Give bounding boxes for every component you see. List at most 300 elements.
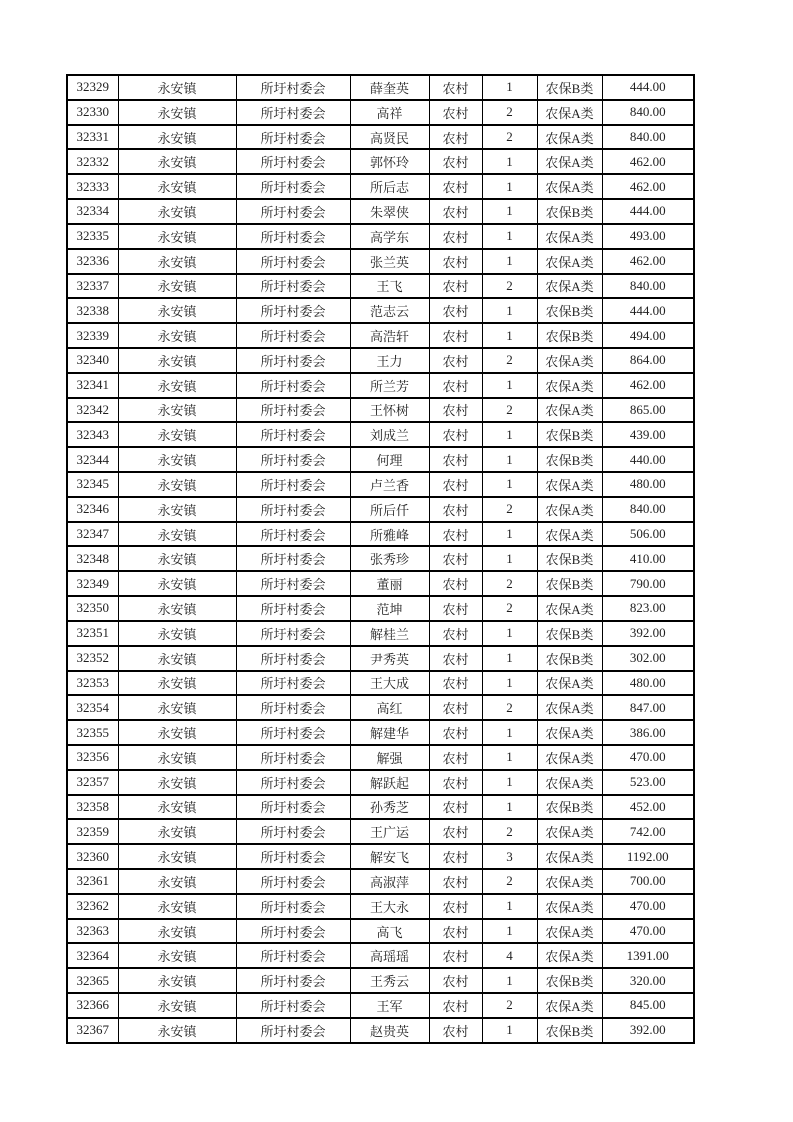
village-committee-cell: 所圩村委会: [236, 348, 350, 373]
person-name-cell: 王大成: [350, 671, 429, 696]
table-row: [67, 869, 694, 894]
table-row: [67, 125, 694, 150]
table-row: [67, 745, 694, 770]
person-count-cell: 2: [482, 819, 537, 844]
person-count-cell: 1: [482, 894, 537, 919]
household-category-cell: 农村: [429, 919, 482, 944]
household-category-cell: 农村: [429, 298, 482, 323]
insurance-type-cell: 农保A类: [537, 819, 602, 844]
village-committee-cell: 所圩村委会: [236, 571, 350, 596]
person-count-cell: 1: [482, 919, 537, 944]
town-cell: 永安镇: [118, 249, 236, 274]
serial-number-cell: 32344: [67, 447, 118, 472]
town-cell: 永安镇: [118, 720, 236, 745]
serial-number-cell: 32332: [67, 149, 118, 174]
household-category-cell: 农村: [429, 770, 482, 795]
table-row: [67, 174, 694, 199]
insurance-type-cell: 农保A类: [537, 522, 602, 547]
table-row: [67, 919, 694, 944]
insurance-type-cell: 农保A类: [537, 348, 602, 373]
town-cell: 永安镇: [118, 795, 236, 820]
serial-number-cell: 32347: [67, 522, 118, 547]
person-name-cell: 薛奎英: [350, 75, 429, 100]
insurance-type-cell: 农保B类: [537, 646, 602, 671]
town-cell: 永安镇: [118, 770, 236, 795]
insurance-type-cell: 农保B类: [537, 323, 602, 348]
table-row: [67, 671, 694, 696]
town-cell: 永安镇: [118, 100, 236, 125]
person-name-cell: 高贤民: [350, 125, 429, 150]
town-cell: 永安镇: [118, 943, 236, 968]
table-row: [67, 472, 694, 497]
person-name-cell: 尹秀英: [350, 646, 429, 671]
village-committee-cell: 所圩村委会: [236, 745, 350, 770]
table-row: [67, 819, 694, 844]
insurance-type-cell: 农保B类: [537, 795, 602, 820]
town-cell: 永安镇: [118, 497, 236, 522]
village-committee-cell: 所圩村委会: [236, 199, 350, 224]
amount-cell: 320.00: [602, 968, 694, 993]
town-cell: 永安镇: [118, 1018, 236, 1043]
town-cell: 永安镇: [118, 149, 236, 174]
town-cell: 永安镇: [118, 125, 236, 150]
person-name-cell: 张兰英: [350, 249, 429, 274]
person-count-cell: 2: [482, 274, 537, 299]
insurance-type-cell: 农保A类: [537, 943, 602, 968]
person-count-cell: 1: [482, 1018, 537, 1043]
amount-cell: 444.00: [602, 199, 694, 224]
person-count-cell: 2: [482, 497, 537, 522]
household-category-cell: 农村: [429, 795, 482, 820]
person-name-cell: 王军: [350, 993, 429, 1018]
town-cell: 永安镇: [118, 199, 236, 224]
village-committee-cell: 所圩村委会: [236, 224, 350, 249]
table-row: [67, 249, 694, 274]
household-category-cell: 农村: [429, 224, 482, 249]
amount-cell: 392.00: [602, 621, 694, 646]
town-cell: 永安镇: [118, 571, 236, 596]
town-cell: 永安镇: [118, 646, 236, 671]
insurance-type-cell: 农保B类: [537, 75, 602, 100]
household-category-cell: 农村: [429, 993, 482, 1018]
table-row: [67, 596, 694, 621]
amount-cell: 392.00: [602, 1018, 694, 1043]
village-committee-cell: 所圩村委会: [236, 323, 350, 348]
person-count-cell: 2: [482, 571, 537, 596]
amount-cell: 480.00: [602, 671, 694, 696]
table-row: [67, 646, 694, 671]
table-row: [67, 323, 694, 348]
table-row: [67, 795, 694, 820]
village-committee-cell: 所圩村委会: [236, 398, 350, 423]
town-cell: 永安镇: [118, 993, 236, 1018]
town-cell: 永安镇: [118, 968, 236, 993]
serial-number-cell: 32359: [67, 819, 118, 844]
town-cell: 永安镇: [118, 919, 236, 944]
person-name-cell: 王广运: [350, 819, 429, 844]
town-cell: 永安镇: [118, 174, 236, 199]
serial-number-cell: 32363: [67, 919, 118, 944]
person-count-cell: 2: [482, 348, 537, 373]
person-count-cell: 1: [482, 75, 537, 100]
town-cell: 永安镇: [118, 398, 236, 423]
household-category-cell: 农村: [429, 447, 482, 472]
town-cell: 永安镇: [118, 596, 236, 621]
serial-number-cell: 32352: [67, 646, 118, 671]
household-category-cell: 农村: [429, 695, 482, 720]
household-category-cell: 农村: [429, 671, 482, 696]
amount-cell: 470.00: [602, 745, 694, 770]
village-committee-cell: 所圩村委会: [236, 968, 350, 993]
table-row: [67, 149, 694, 174]
village-committee-cell: 所圩村委会: [236, 671, 350, 696]
town-cell: 永安镇: [118, 819, 236, 844]
amount-cell: 462.00: [602, 373, 694, 398]
household-category-cell: 农村: [429, 943, 482, 968]
insurance-type-cell: 农保A类: [537, 274, 602, 299]
person-count-cell: 2: [482, 695, 537, 720]
person-count-cell: 1: [482, 621, 537, 646]
amount-cell: 840.00: [602, 274, 694, 299]
household-category-cell: 农村: [429, 149, 482, 174]
serial-number-cell: 32367: [67, 1018, 118, 1043]
insurance-type-cell: 农保A类: [537, 993, 602, 1018]
table-row: [67, 100, 694, 125]
serial-number-cell: 32341: [67, 373, 118, 398]
town-cell: 永安镇: [118, 224, 236, 249]
insurance-type-cell: 农保A类: [537, 149, 602, 174]
village-committee-cell: 所圩村委会: [236, 943, 350, 968]
village-committee-cell: 所圩村委会: [236, 447, 350, 472]
amount-cell: 302.00: [602, 646, 694, 671]
town-cell: 永安镇: [118, 844, 236, 869]
town-cell: 永安镇: [118, 621, 236, 646]
insurance-type-cell: 农保A类: [537, 770, 602, 795]
amount-cell: 386.00: [602, 720, 694, 745]
household-category-cell: 农村: [429, 422, 482, 447]
amount-cell: 462.00: [602, 174, 694, 199]
person-count-cell: 2: [482, 100, 537, 125]
person-count-cell: 1: [482, 224, 537, 249]
household-category-cell: 农村: [429, 844, 482, 869]
village-committee-cell: 所圩村委会: [236, 646, 350, 671]
town-cell: 永安镇: [118, 422, 236, 447]
person-name-cell: 高飞: [350, 919, 429, 944]
village-committee-cell: 所圩村委会: [236, 373, 350, 398]
person-name-cell: 所后志: [350, 174, 429, 199]
table-row: [67, 274, 694, 299]
household-category-cell: 农村: [429, 348, 482, 373]
serial-number-cell: 32358: [67, 795, 118, 820]
household-category-cell: 农村: [429, 720, 482, 745]
amount-cell: 470.00: [602, 894, 694, 919]
serial-number-cell: 32331: [67, 125, 118, 150]
serial-number-cell: 32360: [67, 844, 118, 869]
person-name-cell: 高祥: [350, 100, 429, 125]
person-name-cell: 刘成兰: [350, 422, 429, 447]
insurance-type-cell: 农保A类: [537, 125, 602, 150]
insurance-type-cell: 农保A类: [537, 373, 602, 398]
village-committee-cell: 所圩村委会: [236, 795, 350, 820]
table-row: [67, 298, 694, 323]
table-row: [67, 993, 694, 1018]
insurance-payment-table: [66, 74, 695, 1044]
amount-cell: 506.00: [602, 522, 694, 547]
amount-cell: 1391.00: [602, 943, 694, 968]
table-row: [67, 422, 694, 447]
village-committee-cell: 所圩村委会: [236, 422, 350, 447]
person-count-cell: 3: [482, 844, 537, 869]
table-row: [67, 1018, 694, 1043]
insurance-type-cell: 农保A类: [537, 844, 602, 869]
person-name-cell: 董丽: [350, 571, 429, 596]
town-cell: 永安镇: [118, 869, 236, 894]
village-committee-cell: 所圩村委会: [236, 472, 350, 497]
household-category-cell: 农村: [429, 1018, 482, 1043]
person-name-cell: 解安飞: [350, 844, 429, 869]
serial-number-cell: 32345: [67, 472, 118, 497]
amount-cell: 494.00: [602, 323, 694, 348]
town-cell: 永安镇: [118, 298, 236, 323]
person-name-cell: 所雅峰: [350, 522, 429, 547]
town-cell: 永安镇: [118, 75, 236, 100]
person-name-cell: 郭怀玲: [350, 149, 429, 174]
serial-number-cell: 32356: [67, 745, 118, 770]
amount-cell: 865.00: [602, 398, 694, 423]
amount-cell: 790.00: [602, 571, 694, 596]
person-name-cell: 所兰芳: [350, 373, 429, 398]
serial-number-cell: 32330: [67, 100, 118, 125]
serial-number-cell: 32338: [67, 298, 118, 323]
town-cell: 永安镇: [118, 447, 236, 472]
insurance-type-cell: 农保B类: [537, 1018, 602, 1043]
person-count-cell: 1: [482, 149, 537, 174]
person-name-cell: 范坤: [350, 596, 429, 621]
village-committee-cell: 所圩村委会: [236, 546, 350, 571]
insurance-type-cell: 农保A类: [537, 671, 602, 696]
table-row: [67, 571, 694, 596]
table-row: [67, 224, 694, 249]
village-committee-cell: 所圩村委会: [236, 919, 350, 944]
insurance-type-cell: 农保A类: [537, 100, 602, 125]
amount-cell: 439.00: [602, 422, 694, 447]
person-count-cell: 1: [482, 795, 537, 820]
person-name-cell: 王大永: [350, 894, 429, 919]
town-cell: 永安镇: [118, 472, 236, 497]
amount-cell: 444.00: [602, 75, 694, 100]
amount-cell: 840.00: [602, 125, 694, 150]
household-category-cell: 农村: [429, 571, 482, 596]
amount-cell: 742.00: [602, 819, 694, 844]
amount-cell: 1192.00: [602, 844, 694, 869]
amount-cell: 847.00: [602, 695, 694, 720]
table-row: [67, 522, 694, 547]
serial-number-cell: 32364: [67, 943, 118, 968]
household-category-cell: 农村: [429, 968, 482, 993]
household-category-cell: 农村: [429, 869, 482, 894]
table-row: [67, 348, 694, 373]
person-count-cell: 1: [482, 323, 537, 348]
village-committee-cell: 所圩村委会: [236, 522, 350, 547]
village-committee-cell: 所圩村委会: [236, 596, 350, 621]
table-row: [67, 943, 694, 968]
insurance-type-cell: 农保B类: [537, 199, 602, 224]
person-count-cell: 2: [482, 993, 537, 1018]
village-committee-cell: 所圩村委会: [236, 174, 350, 199]
village-committee-cell: 所圩村委会: [236, 819, 350, 844]
person-count-cell: 1: [482, 720, 537, 745]
village-committee-cell: 所圩村委会: [236, 844, 350, 869]
person-count-cell: 1: [482, 671, 537, 696]
village-committee-cell: 所圩村委会: [236, 125, 350, 150]
person-count-cell: 1: [482, 422, 537, 447]
household-category-cell: 农村: [429, 745, 482, 770]
insurance-type-cell: 农保B类: [537, 298, 602, 323]
person-name-cell: 王秀云: [350, 968, 429, 993]
town-cell: 永安镇: [118, 546, 236, 571]
serial-number-cell: 32349: [67, 571, 118, 596]
serial-number-cell: 32354: [67, 695, 118, 720]
person-name-cell: 解强: [350, 745, 429, 770]
serial-number-cell: 32357: [67, 770, 118, 795]
insurance-type-cell: 农保A类: [537, 497, 602, 522]
person-name-cell: 高浩轩: [350, 323, 429, 348]
person-name-cell: 解桂兰: [350, 621, 429, 646]
village-committee-cell: 所圩村委会: [236, 1018, 350, 1043]
serial-number-cell: 32342: [67, 398, 118, 423]
serial-number-cell: 32366: [67, 993, 118, 1018]
household-category-cell: 农村: [429, 398, 482, 423]
insurance-type-cell: 农保A类: [537, 695, 602, 720]
serial-number-cell: 32343: [67, 422, 118, 447]
household-category-cell: 农村: [429, 274, 482, 299]
table-row: [67, 720, 694, 745]
town-cell: 永安镇: [118, 274, 236, 299]
table-row: [67, 546, 694, 571]
amount-cell: 452.00: [602, 795, 694, 820]
insurance-type-cell: 农保B类: [537, 546, 602, 571]
serial-number-cell: 32350: [67, 596, 118, 621]
amount-cell: 700.00: [602, 869, 694, 894]
person-name-cell: 张秀珍: [350, 546, 429, 571]
insurance-type-cell: 农保A类: [537, 869, 602, 894]
household-category-cell: 农村: [429, 323, 482, 348]
serial-number-cell: 32340: [67, 348, 118, 373]
household-category-cell: 农村: [429, 621, 482, 646]
village-committee-cell: 所圩村委会: [236, 770, 350, 795]
village-committee-cell: 所圩村委会: [236, 621, 350, 646]
village-committee-cell: 所圩村委会: [236, 497, 350, 522]
table-row: [67, 447, 694, 472]
person-name-cell: 范志云: [350, 298, 429, 323]
household-category-cell: 农村: [429, 125, 482, 150]
table-row: [67, 844, 694, 869]
table-row: [67, 770, 694, 795]
village-committee-cell: 所圩村委会: [236, 249, 350, 274]
serial-number-cell: 32361: [67, 869, 118, 894]
table-row: [67, 894, 694, 919]
household-category-cell: 农村: [429, 646, 482, 671]
serial-number-cell: 32365: [67, 968, 118, 993]
amount-cell: 845.00: [602, 993, 694, 1018]
amount-cell: 444.00: [602, 298, 694, 323]
serial-number-cell: 32339: [67, 323, 118, 348]
person-count-cell: 1: [482, 249, 537, 274]
insurance-type-cell: 农保A类: [537, 919, 602, 944]
table-row: [67, 398, 694, 423]
insurance-type-cell: 农保A类: [537, 398, 602, 423]
serial-number-cell: 32336: [67, 249, 118, 274]
person-name-cell: 所后仟: [350, 497, 429, 522]
person-count-cell: 1: [482, 522, 537, 547]
amount-cell: 864.00: [602, 348, 694, 373]
person-count-cell: 1: [482, 646, 537, 671]
household-category-cell: 农村: [429, 546, 482, 571]
insurance-type-cell: 农保A类: [537, 472, 602, 497]
village-committee-cell: 所圩村委会: [236, 695, 350, 720]
insurance-type-cell: 农保B类: [537, 621, 602, 646]
village-committee-cell: 所圩村委会: [236, 894, 350, 919]
person-count-cell: 1: [482, 745, 537, 770]
serial-number-cell: 32353: [67, 671, 118, 696]
person-name-cell: 高学东: [350, 224, 429, 249]
serial-number-cell: 32355: [67, 720, 118, 745]
person-count-cell: 2: [482, 596, 537, 621]
town-cell: 永安镇: [118, 348, 236, 373]
serial-number-cell: 32351: [67, 621, 118, 646]
household-category-cell: 农村: [429, 894, 482, 919]
person-count-cell: 1: [482, 174, 537, 199]
person-count-cell: 1: [482, 298, 537, 323]
table-row: [67, 497, 694, 522]
person-count-cell: 1: [482, 447, 537, 472]
household-category-cell: 农村: [429, 75, 482, 100]
person-count-cell: 1: [482, 546, 537, 571]
amount-cell: 523.00: [602, 770, 694, 795]
table-row: [67, 373, 694, 398]
town-cell: 永安镇: [118, 695, 236, 720]
amount-cell: 440.00: [602, 447, 694, 472]
amount-cell: 410.00: [602, 546, 694, 571]
person-name-cell: 解建华: [350, 720, 429, 745]
person-name-cell: 王怀树: [350, 398, 429, 423]
person-name-cell: 赵贵英: [350, 1018, 429, 1043]
village-committee-cell: 所圩村委会: [236, 869, 350, 894]
insurance-type-cell: 农保A类: [537, 249, 602, 274]
person-count-cell: 1: [482, 199, 537, 224]
serial-number-cell: 32337: [67, 274, 118, 299]
table-row: [67, 199, 694, 224]
person-name-cell: 王力: [350, 348, 429, 373]
person-name-cell: 朱翠侠: [350, 199, 429, 224]
serial-number-cell: 32348: [67, 546, 118, 571]
person-count-cell: 1: [482, 968, 537, 993]
household-category-cell: 农村: [429, 497, 482, 522]
village-committee-cell: 所圩村委会: [236, 75, 350, 100]
person-count-cell: 2: [482, 398, 537, 423]
person-name-cell: 高瑶瑶: [350, 943, 429, 968]
person-name-cell: 卢兰香: [350, 472, 429, 497]
amount-cell: 480.00: [602, 472, 694, 497]
village-committee-cell: 所圩村委会: [236, 298, 350, 323]
insurance-type-cell: 农保A类: [537, 224, 602, 249]
amount-cell: 470.00: [602, 919, 694, 944]
village-committee-cell: 所圩村委会: [236, 993, 350, 1018]
household-category-cell: 农村: [429, 174, 482, 199]
person-count-cell: 4: [482, 943, 537, 968]
insurance-type-cell: 农保A类: [537, 745, 602, 770]
person-count-cell: 2: [482, 869, 537, 894]
